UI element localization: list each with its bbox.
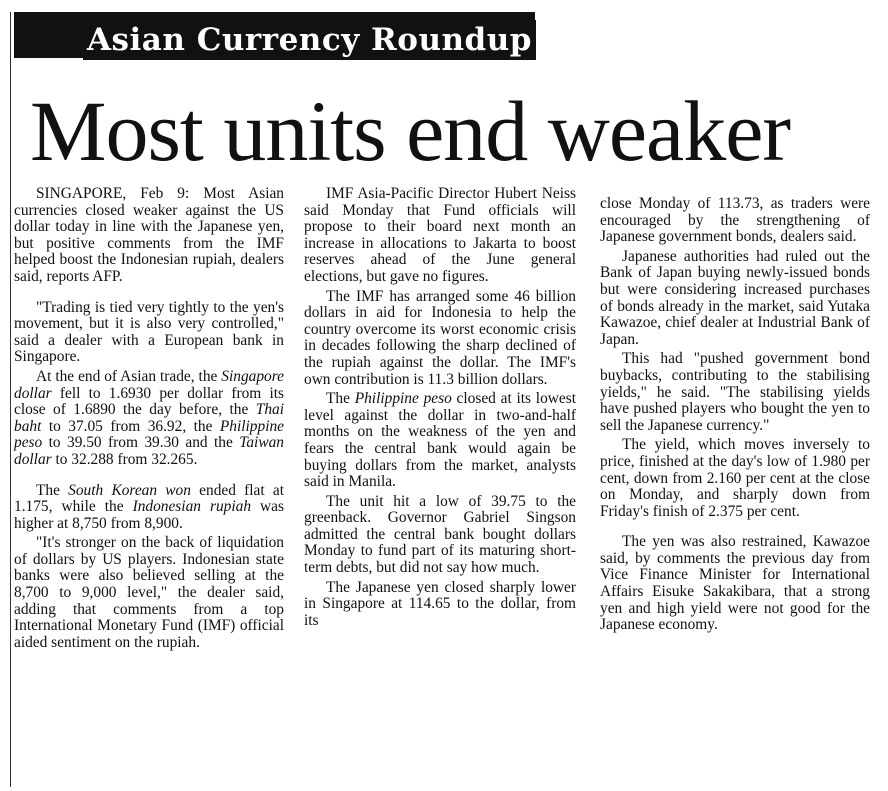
paragraph: Japanese authorities had ruled out the Bank of Japan buying newly-issued bonds but were considering increased purchases of bonds already in the market, said Yutaka Kawazoe, chief dealer at Industrial Bank of Japan.: [600, 247, 870, 348]
paragraph: The yen was also restrained, Kawazoe said, by comments the previous day from Vice Finance Minister for International Affairs Eisuke Sakakibara, that a strong yen and high yield were not good for the Japanese economy.: [600, 533, 870, 634]
paragraph: IMF Asia-Pacific Director Hubert Neiss said Monday that Fund officials will propose to their board next month an increase in allocations to Jakarta to boost reserves ahead of the June general elections, but gave no figures.: [304, 185, 576, 285]
paragraph: close Monday of 113.73, as traders were encouraged by the strengthening of Japanese government bonds, dealers said.: [600, 195, 870, 246]
paragraph: The IMF has arranged some 46 billion dollars in aid for Indonesia to help the country overcome its worst economic crisis in decades following the sharp declined of the rupiah against the dollar. The IMF's own contribution is 11.3 billion dollars.: [304, 287, 576, 388]
paragraph: SINGAPORE, Feb 9: Most Asian currencies closed weaker against the US dollar today in line with the Japanese yen, but positive comments from the IMF helped boost the Indonesian rupiah, dealers said, reports AFP.: [14, 185, 284, 285]
paragraph: The Philippine peso closed at its lowest level against the dollar in two-and-half months on the weakness of the yen and fears the central bank would again be buying dollars from the market, analysts said in Manila.: [304, 390, 576, 491]
article-column-3: [600, 196, 870, 791]
paragraph: "Trading is tied very tightly to the yen's movement, but it is also very controlled," said a dealer with a European bank in Singapore.: [14, 298, 284, 366]
section-title: Asian Currency Roundup: [83, 20, 536, 60]
paragraph: At the end of Asian trade, the Singapore dollar fell to 1.6930 per dollar from its close of 1.6890 the day before, the Thai baht to 37.05 from 36.92, the Philippine peso to 39.50 from 39.30 and the Taiwan dollar to 32.288 from 32.265.: [14, 367, 284, 468]
paragraph: The unit hit a low of 39.75 to the greenback. Governor Gabriel Singson admitted the central bank bought dollars Monday to fund part of its maturing short-term debts, but did not say how much.: [304, 492, 576, 577]
paragraph: "It's stronger on the back of liquidation of dollars by US players. Indonesian state banks were also believed selling at the 8,700 to 9,000 level," the dealer said, adding that comments from a top International Monetary Fund (IMF) official aided sentiment on the rupiah.: [14, 534, 284, 651]
article-column-1: [14, 186, 284, 791]
article-column-2: [304, 186, 576, 791]
paragraph: The South Korean won ended flat at 1.175, while the Indonesian rupiah was higher at 8,750 from 8,900.: [14, 481, 284, 532]
paragraph: The Japanese yen closed sharply lower in Singapore at 114.65 to the dollar, from its: [304, 578, 576, 629]
paragraph: The yield, which moves inversely to price, finished at the day's low of 1.980 per cent, down from 2.160 per cent at the close on Monday, and sharply down from Friday's finish of 2.375 per cent.: [600, 436, 870, 520]
headline: Most units end weaker: [30, 83, 791, 179]
left-column-rule: [10, 12, 11, 787]
paragraph: This had "pushed government bond buybacks, contributing to the stabilising yields," he said. "The stabilising yields have pushed players who bought the yen to sell the Japanese currency.": [600, 350, 870, 434]
